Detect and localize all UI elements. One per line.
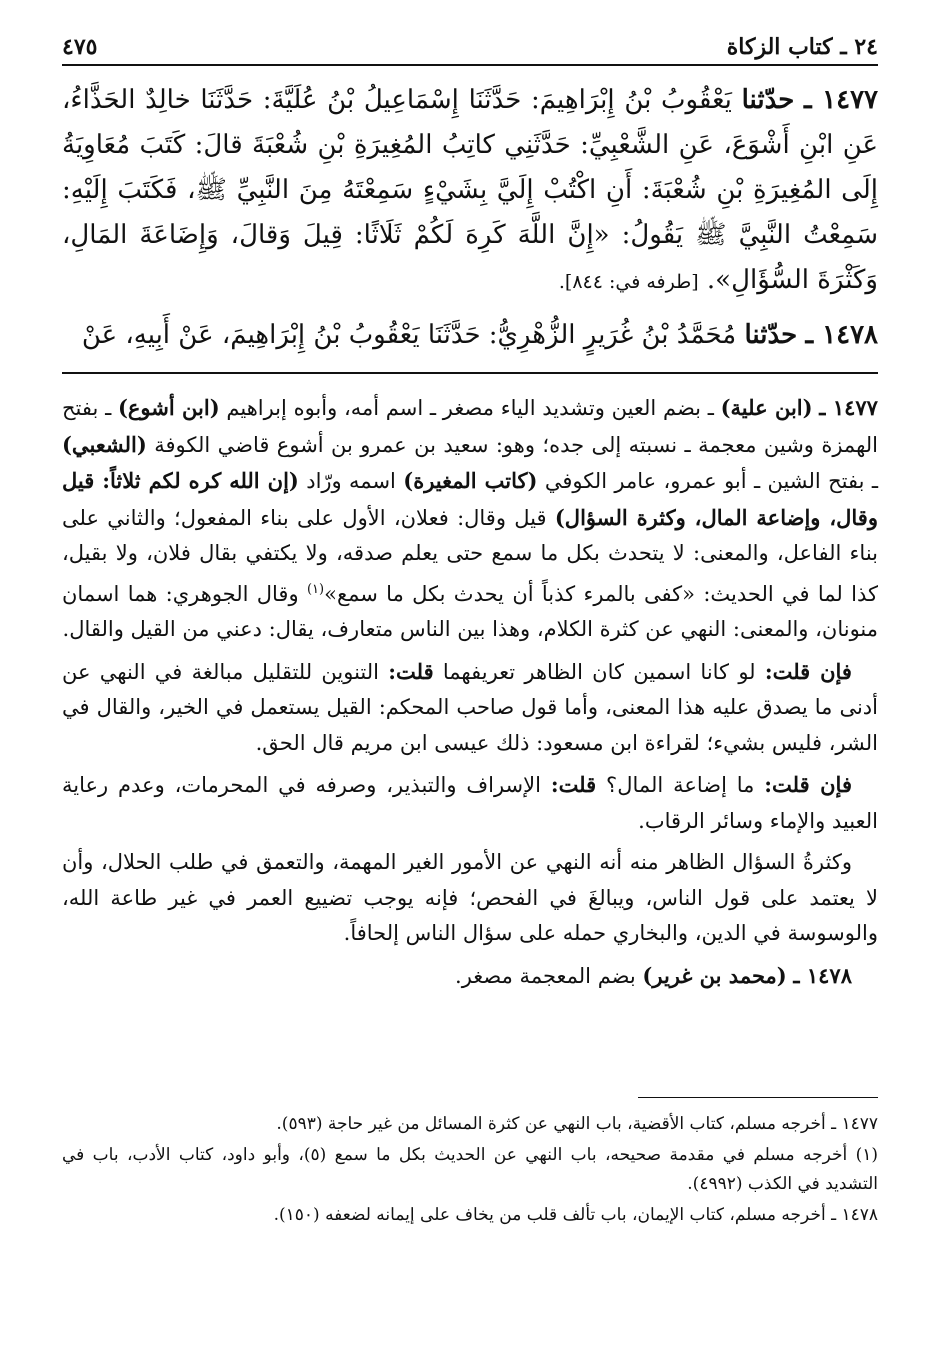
footnote: ١٤٧٨ ـ أخرجه مسلم، كتاب الإيمان، باب تألف قلب من يخاف على إيمانه لضعفه (١٥٠). xyxy=(273,1205,878,1225)
commentary-term: (كاتب المغيرة) xyxy=(403,468,538,493)
commentary-paragraph xyxy=(62,767,878,839)
hadith-lead: حدّثنا xyxy=(741,85,795,115)
commentary-term: قلت: xyxy=(388,658,434,684)
hadith-ref: [طرفه في: ٨٤٤]. xyxy=(558,271,699,293)
commentary-number: ١٤٧٨ ـ xyxy=(793,962,852,988)
commentary-text: الإسراف والتبذير، وصرفه في المحرمات، وعدم رعاية العبيد والإماء وسائر الرقاب. xyxy=(62,773,878,833)
commentary-term: (إن الله كره لكم ثلاثاً: قيل وقال، وإضاعة المال، وكثرة السؤال) xyxy=(62,468,878,530)
commentary-term: (ابن علية) xyxy=(720,395,813,420)
footnote-marker: (١) xyxy=(306,581,325,597)
hadith-number: ١٤٧٨ ـ xyxy=(805,320,878,350)
commentary-text: ـ بضم العين وتشديد الياء مصغر ـ اسم أمه، وأبوه إبراهيم xyxy=(226,396,714,420)
footnote: (١) أخرجه مسلم في مقدمة صحيحه، باب النهي عن الحديث بكل ما سمع (٥)، وأبو داود، كتاب الأدب، باب في التشديد في الكذب (٤٩٩٢). xyxy=(62,1145,878,1194)
footnote-divider xyxy=(638,1097,878,1098)
commentary-term: (محمد بن غرير) xyxy=(642,962,787,988)
hadith-number: ١٤٧٧ ـ xyxy=(804,85,879,115)
commentary-text: ـ بفتح الشين ـ أبو عمرو، عامر الكوفي xyxy=(544,469,878,493)
commentary xyxy=(62,390,878,1000)
hadith-1478 xyxy=(62,313,878,358)
hadith-1477 xyxy=(62,78,878,305)
commentary-text: اسمه ورّاد xyxy=(306,469,396,493)
hadith-body: مُحَمَّدُ بْنُ غُرَيرٍ الزُّهْرِيُّ: حَدَّثَنَا يَعْقُوبُ بْنُ إِبْرَاهِيمَ، عَنْ أَبِيهِ، عَنْ xyxy=(81,320,737,350)
commentary-text: ما إضاعة المال؟ xyxy=(606,773,755,797)
commentary-paragraph xyxy=(62,654,878,762)
commentary-text: قيل وقال: فعلان، الأول على بناء المفعول؛ والثاني على بناء الفاعل، والمعنى: لا يتحدث بكل ما سمع حتى يعلم صدقه، ولا يكتفي بقال فلان، ولا بقيل، كذا لما في الحديث: «كفى بالمرء كذباً أن يحدث بكل ما سمع» xyxy=(62,505,878,606)
page-number: ٤٧٥ xyxy=(62,34,98,60)
commentary-text: ـ بفتح الهمزة وشين معجمة ـ نسبته إلى جده؛ وهو: سعيد بن عمرو بن أشوع قاضي الكوفة xyxy=(62,396,878,457)
commentary-number: ١٤٧٧ ـ xyxy=(819,395,878,420)
commentary-text: وقال الجوهري: هما اسمان منونان، والمعنى: النهي عن كثرة الكلام، وهذا بين الناس متعارف، يقال: دعني من القيل والقال. xyxy=(62,581,878,641)
commentary-term: (الشعبي) xyxy=(62,431,147,457)
commentary-paragraph xyxy=(62,390,878,648)
commentary-term: قلت: xyxy=(550,772,597,797)
commentary-text: بضم المعجمة مصغر. xyxy=(455,963,636,988)
commentary-paragraph xyxy=(62,958,878,995)
commentary-term: فإن قلت: xyxy=(764,658,852,684)
commentary-term: (ابن أشوع) xyxy=(117,395,220,420)
section-divider xyxy=(62,372,878,374)
page-header xyxy=(62,20,878,66)
commentary-text: لو كانا اسمين كان الظاهر تعريفهما xyxy=(442,659,756,684)
hadith-body: يَعْقُوبُ بْنُ إِبْرَاهِيمَ: حَدَّثَنَا إِسْمَاعِيلُ بْنُ عُلَيَّةَ: حَدَّثَنَا خالِدٌ الحَذَّاءُ، عَنِ ابْنِ أَشْوَعَ، عَنِ الشَّعْبِيِّ: حَدَّثَنِي كاتِبُ المُغِيرَةِ بْنِ شُعْبَةَ قالَ: كَتَبَ مُعَاوِيَةُ إِلَى المُغِيرَةِ بْنِ شُعْبَةَ: أَنِ اكْتُبْ إِلَيَّ بِشَيْءٍ سَمِعْتَهُ مِنَ النَّبِيِّ ﷺ، فَكَتَبَ إِلَيْهِ: سَمِعْتُ النَّبِيَّ ﷺ يَقُولُ: «إِنَّ اللَّهَ كَرِهَ لَكُمْ ثَلَاثًا: قِيلَ وَقالَ، وَإِضَاعَةَ المَالِ، وَكَثْرَةَ السُّؤَالِ». xyxy=(62,85,878,295)
footnote: ١٤٧٧ ـ أخرجه مسلم، كتاب الأقضية، باب النهي عن كثرة المسائل من غير حاجة (٥٩٣). xyxy=(276,1114,878,1134)
commentary-paragraph xyxy=(62,845,878,952)
footnotes xyxy=(62,1110,878,1232)
commentary-text: التنوين للتقليل مبالغة في النهي عن أدنى ما يصدق عليه هذا المعنى، وأما قول صاحب المحكم: القيل يستعمل في الخير، والقال في الشر، فليس بشيء؛ لقراءة ابن مسعود: ذلك عيسى ابن مريم قال الحق. xyxy=(62,659,878,755)
hadith-text xyxy=(62,78,878,366)
chapter-title: ٢٤ ـ كتاب الزكاة xyxy=(726,34,878,60)
hadith-lead: حدّثنا xyxy=(744,320,798,350)
commentary-term: فإن قلت: xyxy=(764,772,852,797)
commentary-text: وكثرةُ السؤال الظاهر منه أنه النهي عن الأمور الغير المهمة، والتعمق في طلب الحلال، وأن لا يعتمد على قول الناس، ويبالغَ في الفحص؛ فإنه يوجب تضييع العمر في غير طاعة الله، والوسوسة في الدين، والبخاري حمله على سؤال الناس إلحافاً. xyxy=(62,850,878,945)
